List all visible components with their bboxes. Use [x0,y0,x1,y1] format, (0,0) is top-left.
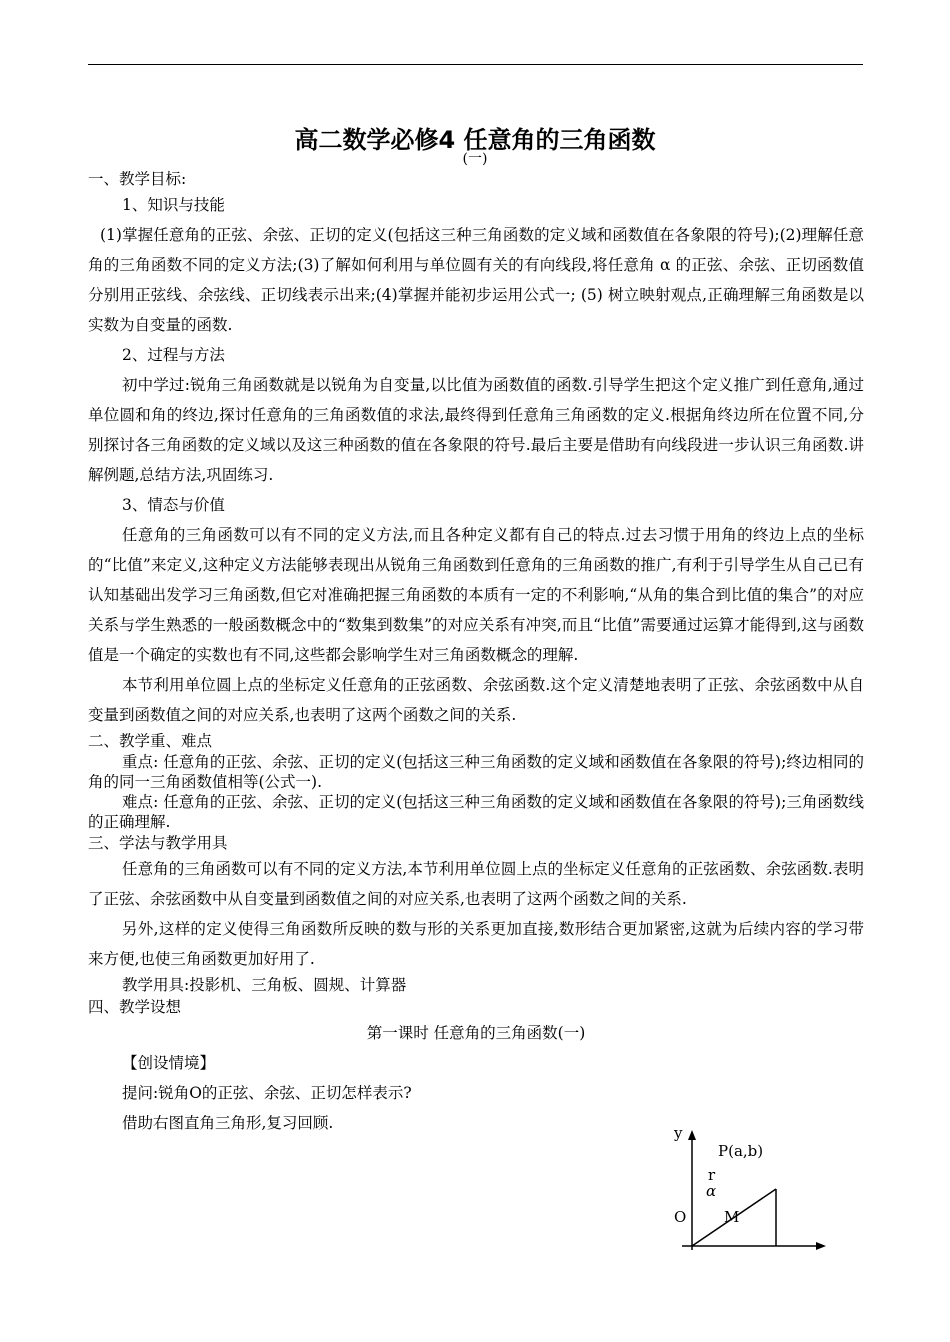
radius-label: r [708,1166,716,1184]
lesson-title: 第一课时 任意角的三角函数(一) [366,1024,586,1042]
y-axis-label: y [674,1124,683,1142]
section4-heading: 四、教学设想 [88,998,182,1016]
goal2-text: 初中学过:锐角三角函数就是以锐角为自变量,以比值为函数值的函数.引导学生把这个定义推广到任意角,通过单位圆和角的终边,探讨任意角的三角函数值的求法,最终得到任意角三角函数的定义.根据角终边所在位置不同,分别探讨各三角函数的定义域以及这三种函数的值在各象限的符号.最后主要是借助有向线段进一步认识三角函数.讲解例题,总结方法,巩固练习. [88,376,864,484]
goal1-text: (1)掌握任意角的正弦、余弦、正切的定义(包括这三种三角函数的定义域和函数值在各象限的符号);(2)理解任意角的三角函数不同的定义方法;(3)了解如何利用与单位圆有关的有向线段,将任意角 α 的正弦、余弦、正切函数值分别用正弦线、余弦线、正切线表示出来;(4)掌握并能初步运用公式一; (5) 树立映射观点,正确理解三角函数是以实数为自变量的函数. [88,226,864,334]
point-p-label: P(a,b) [718,1142,764,1160]
top-rule [88,64,863,65]
alpha-label: α [706,1182,717,1200]
section2-heading: 二、教学重、难点 [88,732,213,750]
section3-text1: 任意角的三角函数可以有不同的定义方法,本节利用单位圆上点的坐标定义任意角的正弦函数、余弦函数.表明了正弦、余弦函数中从自变量到函数值之间的对应关系,也表明了这两个函数之间的关系. [88,860,864,908]
page-title: 高二数学必修4 任意角的三角函数 [294,126,656,154]
key-point: 重点: 任意角的正弦、余弦、正切的定义(包括这三种三角函数的定义域和函数值在各象限的符号);终边相同的角的同一三角函数值相等(公式一). [88,753,864,791]
teaching-tools: 教学用具:投影机、三角板、圆规、计算器 [122,976,407,994]
goal2-title: 2、过程与方法 [122,346,225,364]
point-m-label: M [724,1208,740,1226]
x-axis-arrow [816,1242,826,1250]
difficulty-point: 难点: 任意角的正弦、余弦、正切的定义(包括这三种三角函数的定义域和函数值在各象限的符号);三角函数线的正确理解. [88,793,864,831]
goal3-text1: 任意角的三角函数可以有不同的定义方法,而且各种定义都有自己的特点.过去习惯于用角的终边上点的坐标的“比值”来定义,这种定义方法能够表现出从锐角三角函数到任意角的三角函数的推广,有利于引导学生从自己已有认知基础出发学习三角函数,但它对准确把握三角函数的本质有一定的不利影响,“从角的集合到比值的集合”的对应关系与学生熟悉的一般函数概念中的“数集到数集”的对应关系有冲突,而且“比值”需要通过运算才能得到,这与函数值是一个确定的实数也有不同,这些都会影响学生对三角函数概念的理解. [88,526,864,664]
right-triangle-figure [660,1122,840,1262]
question-text: 提问:锐角Ο的正弦、余弦、正切怎样表示? [122,1084,412,1102]
goal3-text2: 本节利用单位圆上点的坐标定义任意角的正弦函数、余弦函数.这个定义清楚地表明了正弦、余弦函数中从自变量到函数值之间的对应关系,也表明了这两个函数之间的关系. [88,676,864,724]
y-axis-arrow [688,1130,696,1140]
section1-heading: 一、教学目标: [88,170,187,188]
section3-heading: 三、学法与教学用具 [88,834,228,852]
page-subtitle: (一) [462,151,488,167]
document-body [88,168,864,1138]
goal3-title: 3、情态与价值 [122,496,225,514]
review-text: 借助右图直角三角形,复习回顾. [122,1114,334,1132]
section3-text2: 另外,这样的定义使得三角函数所反映的数与形的关系更加直接,数形结合更加紧密,这就为后续内容的学习带来方便,也使三角函数更加好用了. [88,920,864,968]
scenario-heading: 【创设情境】 [122,1054,216,1072]
origin-label: O [674,1208,687,1226]
goal1-title: 1、知识与技能 [122,196,225,214]
